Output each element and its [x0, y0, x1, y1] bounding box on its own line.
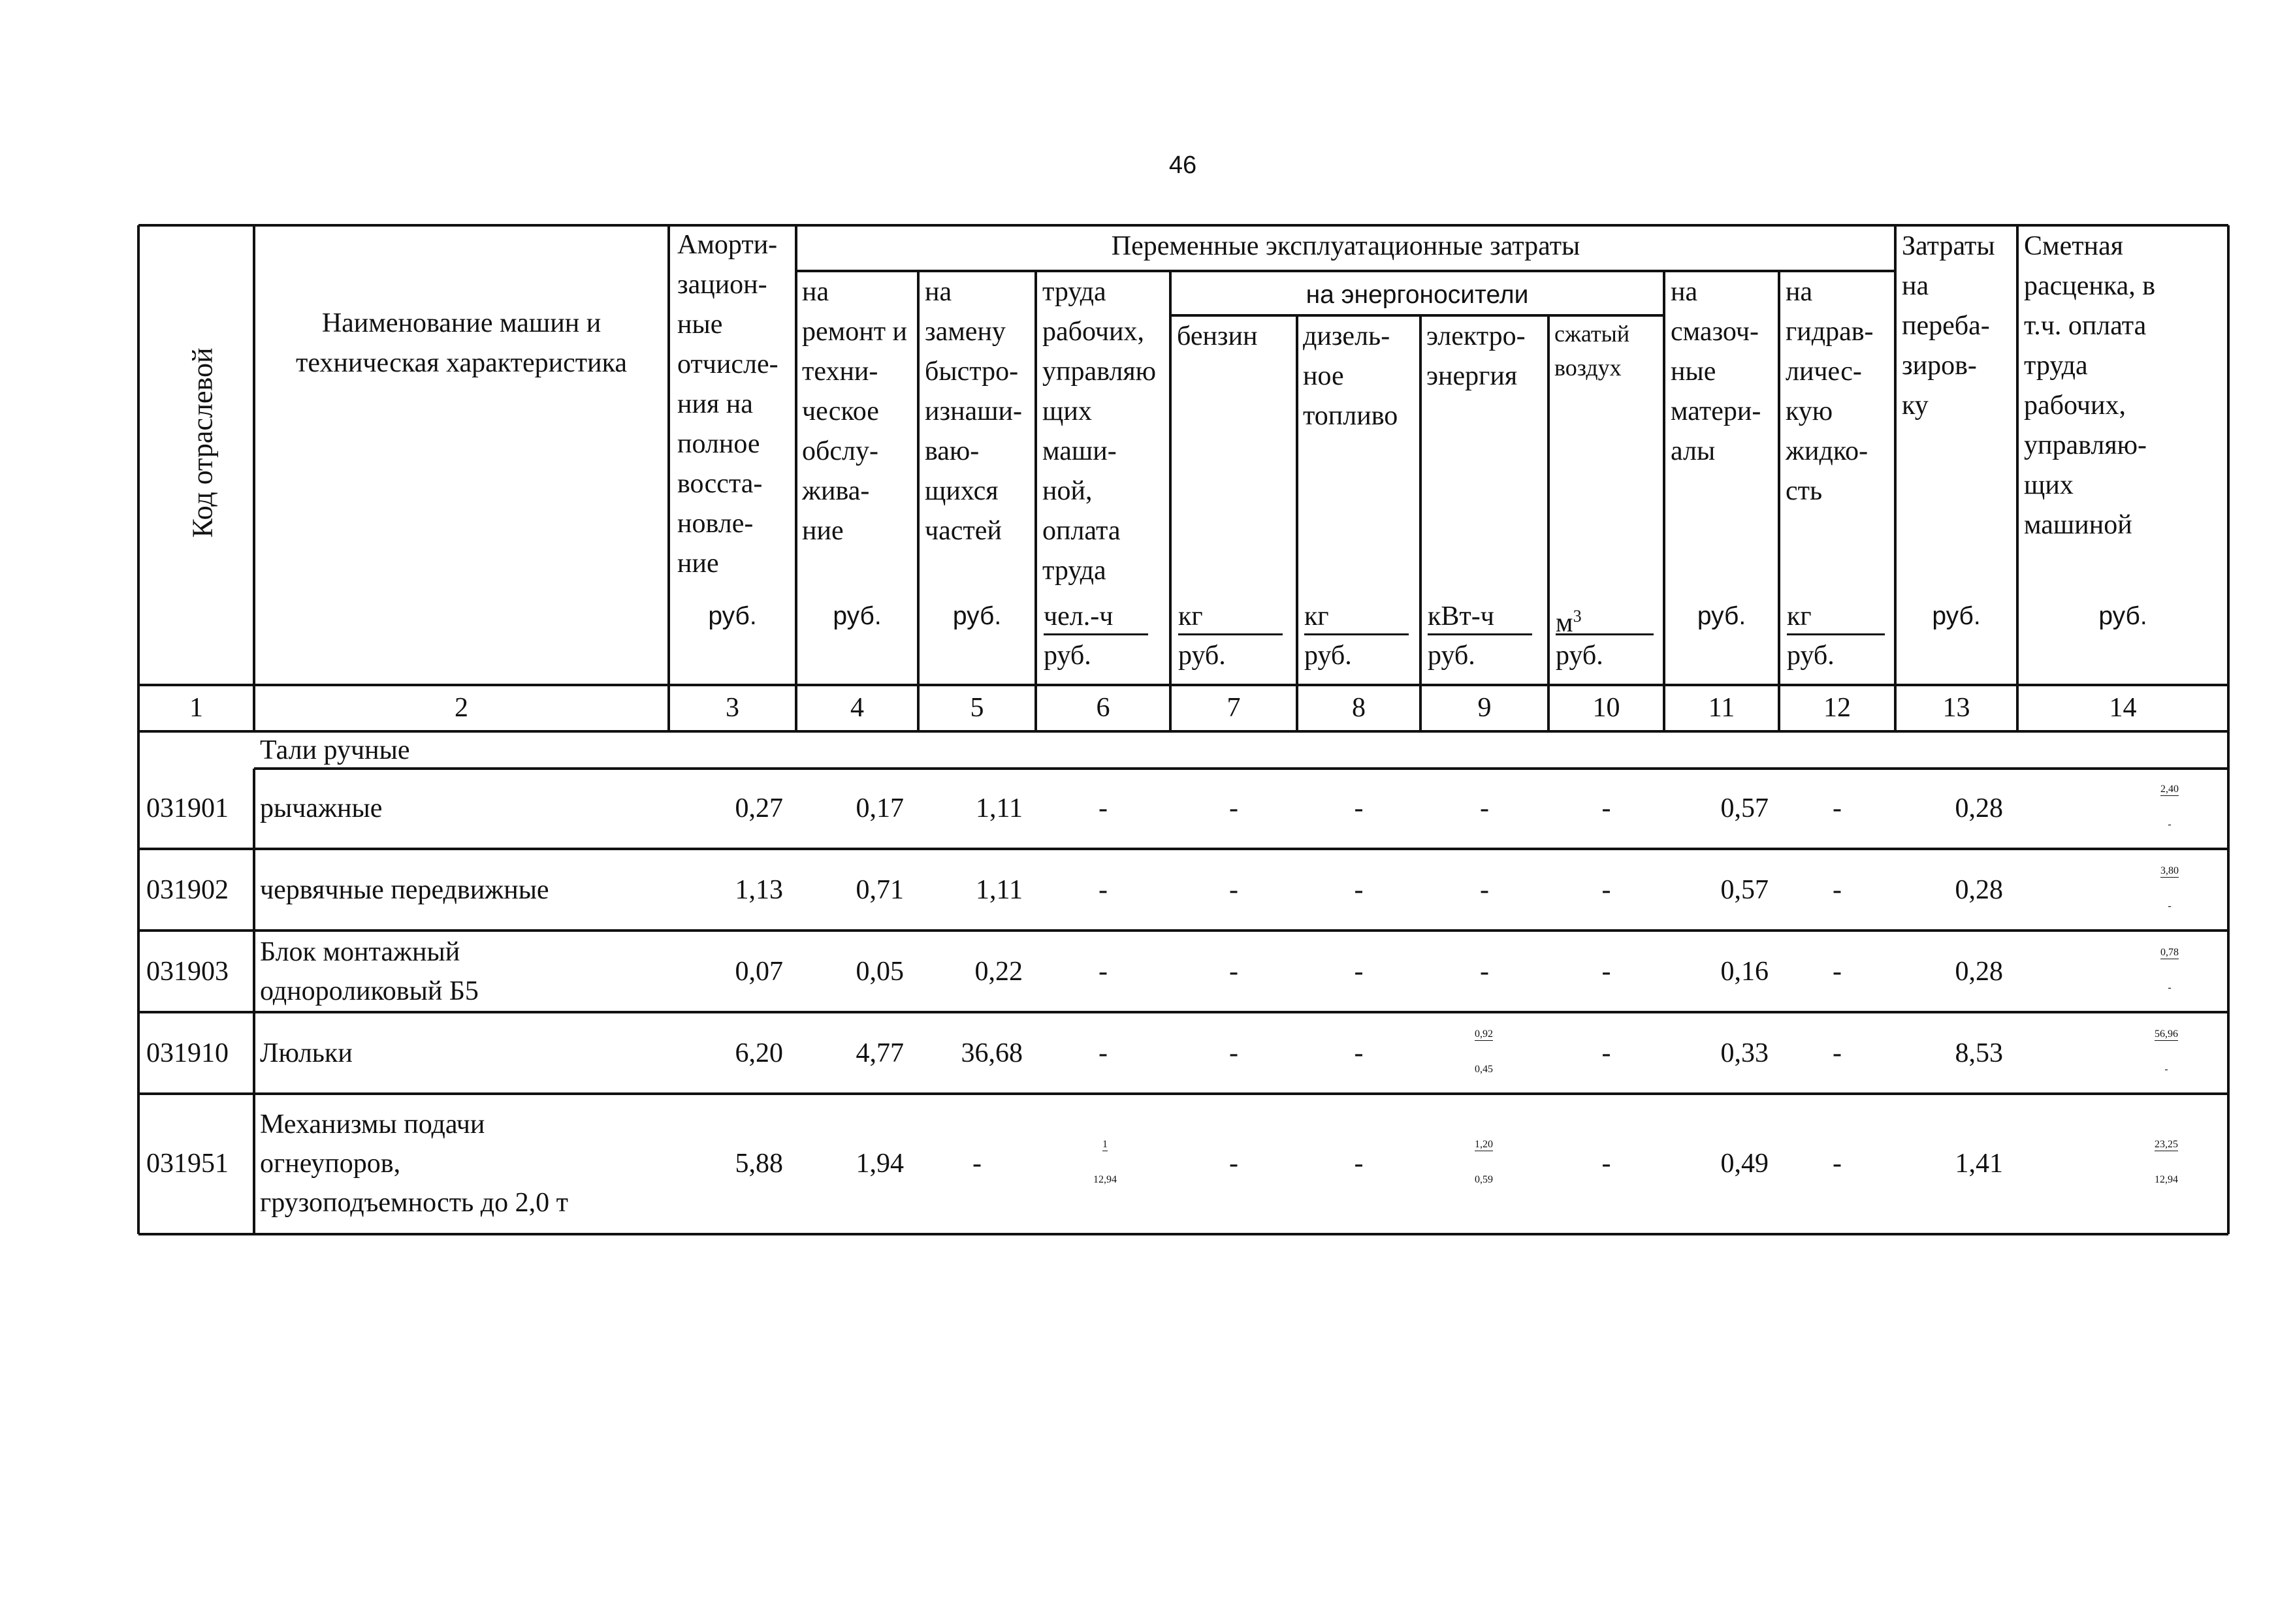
cell-relocation: 8,53: [1955, 1038, 2003, 1068]
header-repair: на ремонт и техни- ческое обслу- жива- ние: [802, 277, 908, 546]
cell-lubricants: 0,49: [1720, 1149, 1769, 1179]
cell-air: -: [1601, 1038, 1611, 1068]
page-number: 46: [1168, 151, 1197, 179]
unit-divider: [1428, 633, 1532, 635]
unit-air-rub: руб.: [1556, 641, 1603, 671]
unit-divider: [1044, 633, 1148, 635]
row-name-line-1: Блок монтажный: [260, 937, 460, 967]
cell-relocation: 1,41: [1955, 1149, 2003, 1179]
row-name: червячные передвижные: [260, 875, 549, 905]
row-name-line-1: Механизмы подачи: [260, 1109, 485, 1139]
col-number-5: 5: [970, 693, 984, 723]
cell-amortization: 1,13: [735, 875, 783, 905]
cell-parts: 1,11: [976, 793, 1023, 823]
cell-repair: 1,94: [856, 1149, 904, 1179]
rates-table: [138, 225, 2228, 1237]
row-code: 031901: [146, 793, 229, 823]
cell-air: -: [1601, 1149, 1611, 1179]
col-number-2: 2: [455, 693, 468, 723]
header-hydraulic: на гидрав- личес- кую жидко- сть: [1786, 277, 1874, 506]
col-number-13: 13: [1942, 693, 1970, 723]
col-number-6: 6: [1096, 693, 1110, 723]
row-name: рычажные: [260, 793, 383, 823]
unit-repair: руб.: [833, 602, 882, 630]
cell-labor: -: [1098, 1038, 1108, 1068]
header-energy: на энергоносители: [1306, 281, 1529, 309]
unit-lubricants: руб.: [1697, 602, 1746, 630]
row-name-line-2: однороликовый Б5: [260, 976, 479, 1006]
cell-hydraulic: -: [1833, 875, 1842, 905]
cell-electric: -: [1480, 957, 1489, 987]
cell-petrol: -: [1229, 957, 1238, 987]
row-name-line-2: огнеупоров,: [260, 1149, 401, 1179]
cell-relocation: 0,28: [1955, 793, 2003, 823]
header-variable-costs: Переменные эксплуатационные затраты: [1111, 231, 1580, 261]
col-number-11: 11: [1708, 693, 1735, 723]
row-code: 031910: [146, 1038, 229, 1068]
header-electric: электро- энергия: [1426, 321, 1526, 391]
cell-parts: 0,22: [974, 957, 1023, 987]
cell-petrol: -: [1229, 1038, 1238, 1068]
col-number-12: 12: [1823, 693, 1851, 723]
header-lubricants: на смазоч- ные матери- алы: [1671, 277, 1761, 466]
cell-lubricants: 0,57: [1720, 875, 1769, 905]
cell-amortization: 5,88: [735, 1149, 783, 1179]
row-name: Люльки: [260, 1038, 353, 1068]
col-number-4: 4: [850, 693, 864, 723]
col-number-14: 14: [2109, 693, 2137, 723]
cell-repair: 4,77: [856, 1038, 904, 1068]
cell-air: -: [1601, 957, 1611, 987]
cell-labor: -: [1098, 957, 1108, 987]
cell-estimate: 56,96 -: [2155, 1028, 2178, 1075]
cell-estimate: 3,80 -: [2160, 865, 2179, 912]
cell-air: -: [1601, 793, 1611, 823]
cell-relocation: 0,28: [1955, 875, 2003, 905]
cell-labor: 1 12,94: [1093, 1139, 1117, 1185]
header-relocation: Затраты на переба- зиров- ку: [1902, 231, 1995, 421]
group-title: Тали ручные: [260, 735, 410, 765]
cell-diesel: -: [1354, 875, 1364, 905]
cell-amortization: 6,20: [735, 1038, 783, 1068]
cell-air: -: [1601, 875, 1611, 905]
cell-lubricants: 0,33: [1720, 1038, 1769, 1068]
row-code: 031951: [146, 1149, 229, 1179]
header-diesel: дизель- ное топливо: [1303, 321, 1398, 431]
header-estimate: Сметная расценка, в т.ч. оплата труда рабочих, управляю- щих машиной: [2024, 231, 2156, 540]
unit-divider: [1787, 633, 1885, 635]
cell-estimate: 23,25 12,94: [2155, 1139, 2178, 1185]
cell-parts: 36,68: [961, 1038, 1023, 1068]
cell-hydraulic: -: [1833, 793, 1842, 823]
cell-relocation: 0,28: [1955, 957, 2003, 987]
cell-petrol: -: [1229, 793, 1238, 823]
header-parts: на замену быстро- изнаши- ваю- щихся частей: [925, 277, 1022, 546]
col-number-1: 1: [189, 693, 203, 723]
row-name-line-3: грузоподъемность до 2,0 т: [260, 1188, 568, 1218]
unit-hydraulic-rub: руб.: [1787, 641, 1835, 671]
unit-air-m3: $м^3$: [1556, 607, 1582, 638]
col-number-9: 9: [1477, 693, 1492, 723]
unit-hydraulic-kg: кг: [1787, 601, 1812, 631]
unit-diesel-rub: руб.: [1304, 641, 1352, 671]
cell-lubricants: 0,16: [1720, 957, 1769, 987]
unit-electric-kwh: кВт-ч: [1428, 601, 1494, 631]
cell-lubricants: 0,57: [1720, 793, 1769, 823]
unit-labor-hours: чел.-ч: [1044, 601, 1114, 631]
col-number-7: 7: [1227, 693, 1241, 723]
cell-hydraulic: -: [1833, 957, 1842, 987]
unit-petrol-rub: руб.: [1178, 641, 1226, 671]
cell-repair: 0,17: [856, 793, 904, 823]
cell-diesel: -: [1354, 1149, 1364, 1179]
row-code: 031902: [146, 875, 229, 905]
cell-estimate: 0,78 -: [2160, 947, 2179, 993]
row-code: 031903: [146, 957, 229, 987]
col-number-3: 3: [726, 693, 739, 723]
cell-parts: -: [972, 1149, 982, 1179]
cell-diesel: -: [1354, 957, 1364, 987]
cell-electric: -: [1480, 875, 1489, 905]
cell-repair: 0,71: [856, 875, 904, 905]
unit-divider: [1556, 633, 1654, 635]
cell-electric: -: [1480, 793, 1489, 823]
cell-petrol: -: [1229, 1149, 1238, 1179]
header-petrol: бензин: [1177, 321, 1258, 351]
cell-diesel: -: [1354, 1038, 1364, 1068]
cell-estimate: 2,40 -: [2160, 784, 2179, 830]
unit-divider: [1304, 633, 1409, 635]
cell-repair: 0,05: [856, 957, 904, 987]
header-amortization: Аморти- зацион- ные отчисле- ния на полное восста- новле- ние: [677, 230, 778, 579]
header-compressed-air: сжатый воздух: [1554, 321, 1630, 381]
unit-petrol-kg: кг: [1178, 601, 1203, 631]
unit-divider: [1178, 633, 1283, 635]
cell-hydraulic: -: [1833, 1149, 1842, 1179]
unit-labor-rub: руб.: [1044, 641, 1091, 671]
cell-electric: 1,20 0,59: [1475, 1139, 1493, 1185]
cell-amortization: 0,27: [735, 793, 783, 823]
header-labor: труда рабочих, управляю щих маши- ной, оплата труда: [1042, 277, 1157, 586]
header-name: Наименование машин и техническая характеристика: [295, 308, 627, 378]
unit-relocation: руб.: [1932, 602, 1981, 630]
col-number-10: 10: [1592, 693, 1620, 723]
header-code: Код отраслевой: [186, 347, 219, 538]
cell-parts: 1,11: [976, 875, 1023, 905]
cell-hydraulic: -: [1833, 1038, 1842, 1068]
cell-petrol: -: [1229, 875, 1238, 905]
cell-diesel: -: [1354, 793, 1364, 823]
unit-parts: руб.: [952, 602, 1002, 630]
cell-labor: -: [1098, 793, 1108, 823]
unit-diesel-kg: кг: [1304, 601, 1329, 631]
cell-labor: -: [1098, 875, 1108, 905]
unit-estimate: руб.: [2098, 602, 2147, 630]
cell-electric: 0,92 0,45: [1475, 1028, 1493, 1075]
unit-electric-rub: руб.: [1428, 641, 1475, 671]
cell-amortization: 0,07: [735, 957, 783, 987]
col-number-8: 8: [1352, 693, 1366, 723]
unit-amortization: руб.: [708, 602, 757, 630]
